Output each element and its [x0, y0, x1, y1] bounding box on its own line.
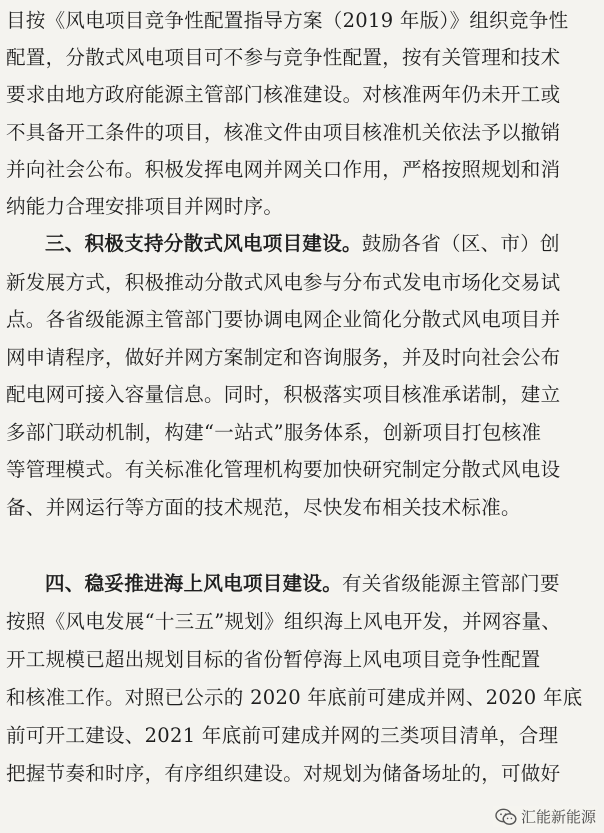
section-4-heading: 四、稳妥推进海上风电项目建设。	[45, 572, 343, 595]
text-line-14: 备、并网运行等方面的技术规范，尽快发布相关技术标准。	[6, 496, 521, 519]
text-line-10: 网申请程序，做好并网方案制定和咨询服务，并及时向社会公布	[6, 346, 561, 369]
text-line-3: 要求由地方政府能源主管部门核准建设。对核准两年仍未开工或	[6, 83, 561, 106]
text-line-18: 开工规模已超出规划目标的省份暂停海上风电项目竞争性配置	[6, 648, 541, 671]
text-line-17: 按照《风电发展“十三五”规划》组织海上风电开发，并网容量、	[6, 610, 562, 633]
text-line-5: 并向社会公布。积极发挥电网并网关口作用，严格按照规划和消	[6, 158, 561, 181]
text-line-8: 新发展方式，积极推动分散式风电参与分布式发电市场化交易试	[6, 271, 561, 294]
text-line-1: 目按《风电项目竞争性配置指导方案（2019 年版）》组织竞争性	[6, 9, 569, 32]
text-line-2: 配置，分散式风电项目可不参与竞争性配置，按有关管理和技术	[6, 46, 561, 69]
section-3-heading: 三、积极支持分散式风电项目建设。	[45, 232, 362, 255]
text-line-13: 等管理模式。有关标准化管理机构要加快研究制定分散式风电设	[6, 458, 561, 481]
text-line-19: 和核准工作。对照已公示的 2020 年底前可建成并网、2020 年底	[6, 686, 583, 709]
section-4-heading-line: 四、稳妥推进海上风电项目建设。有关省级能源主管部门要	[45, 572, 560, 595]
source-watermark	[493, 806, 598, 827]
text-line-21: 把握节奏和时序，有序组织建设。对规划为储备场址的，可做好	[6, 762, 561, 785]
text-line-12: 多部门联动机制，构建“一站式”服务体系，创新项目打包核准	[6, 421, 542, 444]
text-line-15	[6, 532, 598, 558]
watermark-text: 汇能新能源	[520, 808, 596, 826]
text-line-9: 点。各省级能源主管部门要协调电网企业简化分散式风电项目并	[6, 308, 561, 331]
text-line-20: 前可开工建设、2021 年底前可建成并网的三类项目清单，合理	[6, 724, 559, 747]
wechat-icon	[495, 808, 517, 826]
section-3-heading-line: 三、积极支持分散式风电项目建设。鼓励各省（区、市）创	[45, 232, 560, 255]
text-line-4: 不具备开工条件的项目，核准文件由项目核准机关依法予以撤销	[6, 121, 561, 144]
text-line-6: 纳能力合理安排项目并网时序。	[6, 195, 284, 218]
text-line-11: 配电网可接入容量信息。同时，积极落实项目核准承诺制，建立	[6, 383, 561, 406]
